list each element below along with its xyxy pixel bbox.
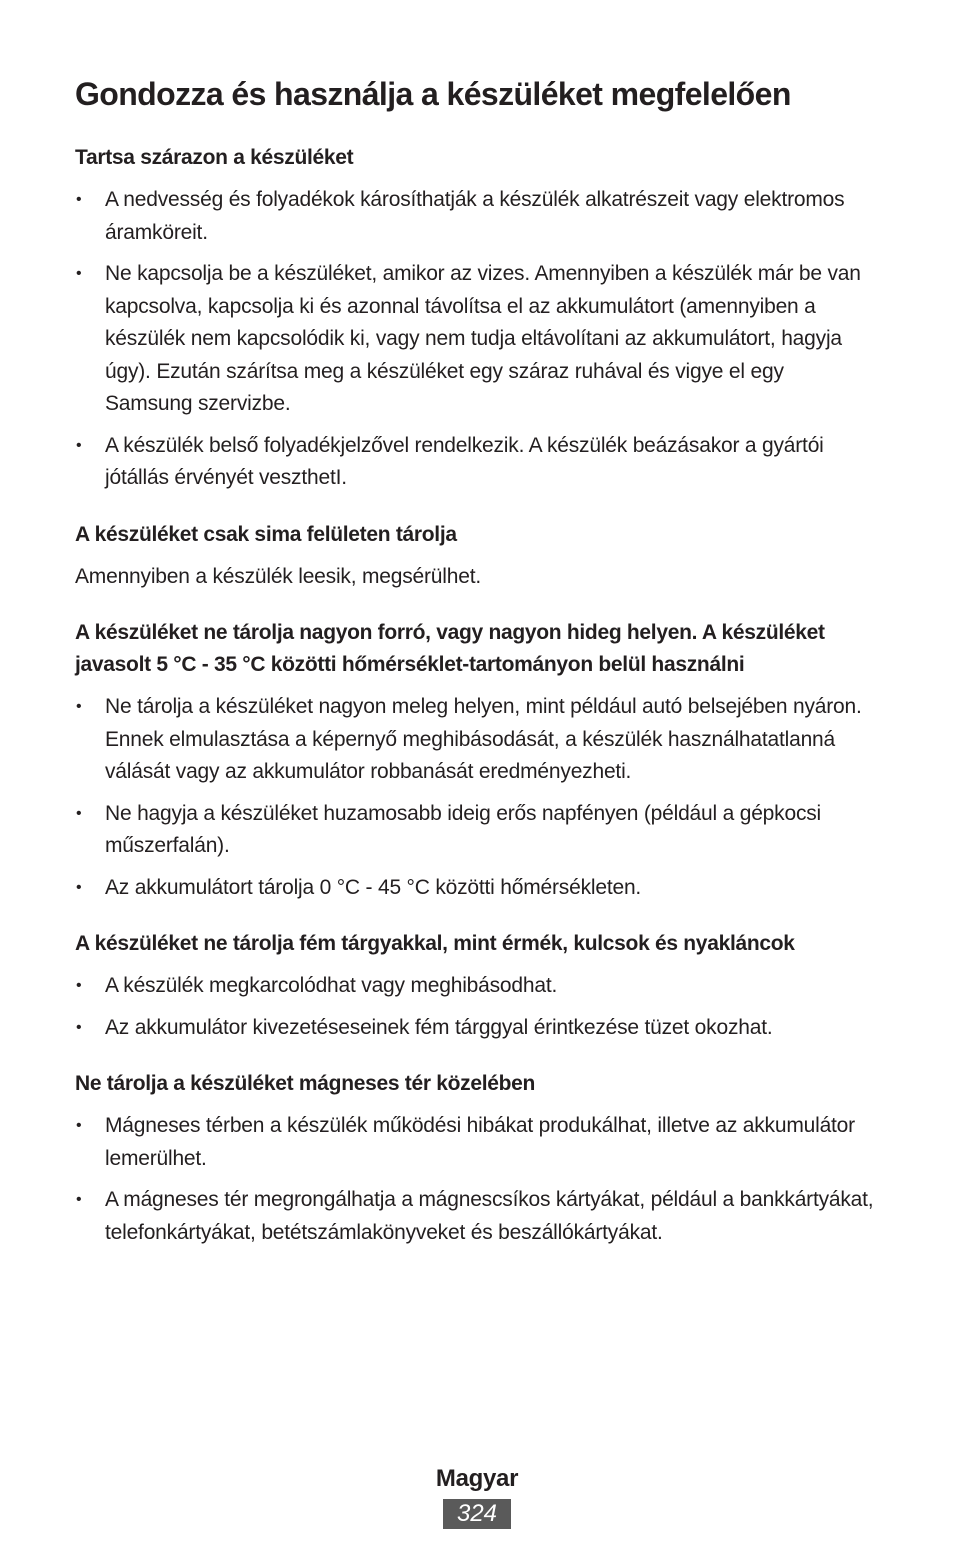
list-item-text: Ne kapcsolja be a készüléket, amikor az vizes. Amennyiben a készülék már be van kapcsolva, kapcsolja ki és azonnal távolítsa el az akkumulátort (amennyiben a készülék nem kapcsolódik ki, vagy nem tudja eltávolítani az akkumulátort, hagyja úgy). Ezután szárítsa meg a készüléket egy száraz ruhával és vigye el egy Samsung szervizbe. (105, 262, 861, 415)
list-item-text: A nedvesség és folyadékok károsíthatják a készülék alkatrészeit vagy elektromos áramköreit. (105, 188, 845, 244)
bullet-list (75, 970, 875, 1044)
list-item-text: Ne hagyja a készüléket huzamosabb ideig erős napfényen (például a gépkocsi műszerfalán). (105, 801, 822, 857)
bullet-list (75, 1110, 875, 1249)
page-number: 324 (443, 1499, 511, 1529)
section-keep-dry (75, 142, 875, 495)
bullet-icon: • (76, 436, 82, 454)
section-metal-objects (75, 928, 875, 1044)
section-heading: A készüléket ne tárolja fém tárgyakkal, mint érmék, kulcsok és nyakláncok (75, 932, 795, 955)
bullet-icon: • (76, 265, 82, 282)
bullet-icon: • (76, 1018, 82, 1036)
section-text: Amennyiben a készülék leesik, megsérülhet. (75, 564, 481, 588)
bullet-icon: • (76, 1117, 82, 1134)
section-temperature (75, 617, 875, 904)
list-item (75, 430, 875, 495)
list-item-text: Mágneses térben a készülék működési hibákat produkálhat, illetve az akkumulátor lemerülhet. (105, 1114, 855, 1170)
footer-language: Magyar (435, 1465, 519, 1492)
list-item-text: Ne tárolja a készüléket nagyon meleg helyen, mint például autó belsejében nyáron. Ennek elmulasztása a képernyő meghibásodását, a készülék használhatatlanná válását vagy az akkumulátor robbanását eredményezheti. (105, 695, 862, 783)
bullet-icon: • (76, 1191, 82, 1208)
bullet-list (75, 691, 875, 904)
section-heading: A készüléket csak sima felületen tárolja (75, 522, 457, 546)
bullet-icon: • (76, 698, 82, 715)
list-item (75, 970, 875, 1003)
section-flat-surface (75, 519, 875, 594)
list-item (75, 1184, 875, 1249)
list-item (75, 1110, 875, 1175)
section-heading: Ne tárolja a készüléket mágneses tér közelében (75, 1072, 536, 1095)
list-item (75, 258, 875, 421)
list-item-text: A mágneses tér megrongálhatja a mágnescsíkos kártyákat, például a bankkártyákat, telefonkártyákat, betétszámlakönyveket és beszállókártyákat. (105, 1188, 874, 1244)
section-magnetic-field (75, 1068, 875, 1249)
list-item (75, 1012, 875, 1045)
list-item (75, 798, 875, 863)
page-footer (0, 1462, 954, 1529)
bullet-icon: • (76, 804, 82, 822)
list-item (75, 184, 875, 249)
list-item (75, 691, 875, 789)
manual-page (75, 72, 875, 1273)
section-heading: A készüléket ne tárolja nagyon forró, vagy nagyon hideg helyen. A készüléket javasolt 5 °C - 35 °C közötti hőmérséklet-tartományon belül használni (75, 621, 825, 676)
section-heading: Tartsa szárazon a készüléket (75, 146, 354, 169)
page-title: Gondozza és használja a készüléket megfelelően (75, 76, 791, 112)
list-item (75, 872, 875, 905)
list-item-text: Az akkumulátor kivezetéseseinek fém tárggyal érintkezése tüzet okozhat. (105, 1015, 773, 1039)
list-item-text: Az akkumulátort tárolja 0 °C - 45 °C közötti hőmérsékleten. (105, 875, 642, 899)
list-item-text: A készülék belső folyadékjelzővel rendelkezik. A készülék beázásakor a gyártói jótállás érvényét veszthetI. (105, 433, 824, 489)
list-item-text: A készülék megkarcolódhat vagy meghibásodhat. (105, 974, 558, 997)
bullet-icon: • (76, 191, 82, 208)
bullet-list (75, 184, 875, 495)
bullet-icon: • (76, 878, 82, 896)
bullet-icon: • (76, 977, 82, 994)
